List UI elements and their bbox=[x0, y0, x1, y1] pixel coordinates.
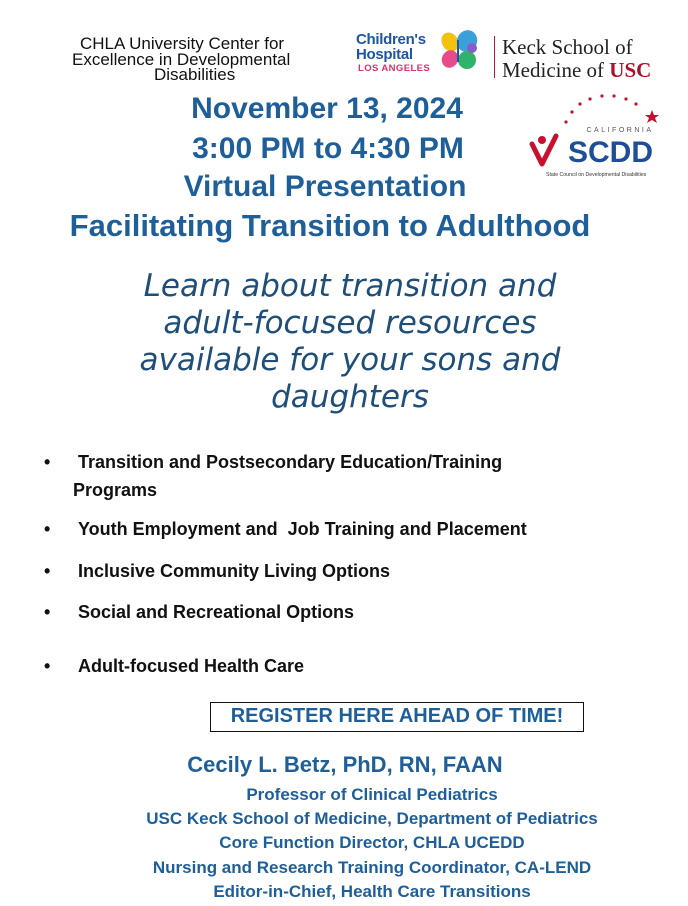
intro-text: Learn about transition and adult-focused resources available for your sons and daughters bbox=[139, 268, 561, 415]
chla-logo-text-1: Children's bbox=[356, 31, 426, 48]
usc-wordmark: USC bbox=[609, 58, 652, 82]
presenter-role: Nursing and Research Training Coordinator, CA-LEND bbox=[152, 858, 592, 877]
bullet-icon: • bbox=[44, 602, 51, 622]
presenter-role: Editor-in-Chief, Health Care Transitions bbox=[213, 882, 531, 901]
bullet-icon: • bbox=[44, 452, 51, 472]
keck-logo-prefix: Medicine of bbox=[502, 58, 610, 82]
bullet-icon: • bbox=[44, 519, 51, 539]
scdd-wordmark: SCDD bbox=[568, 136, 654, 169]
register-link[interactable]: REGISTER HERE AHEAD OF TIME! bbox=[210, 702, 584, 732]
header-divider bbox=[494, 36, 495, 78]
chla-logo-text-2: Hospital bbox=[356, 46, 413, 63]
scdd-logo bbox=[528, 92, 668, 184]
event-format: Virtual Presentation bbox=[183, 170, 467, 203]
presenter-role: Professor of Clinical Pediatrics bbox=[246, 785, 498, 804]
scdd-arc-text: CALIFORNIA bbox=[586, 127, 654, 134]
scdd-subtitle: State Council on Developmental Disabilities bbox=[546, 172, 647, 178]
list-item-text: Adult-focused Health Care bbox=[78, 656, 305, 676]
org-name-line-2: Excellence in Developmental bbox=[72, 50, 291, 69]
list-item-text: Youth Employment and Job Training and Placement bbox=[78, 519, 527, 539]
list-item-continuation: Programs bbox=[73, 480, 158, 500]
chla-logo-text-3: LOS ANGELES bbox=[358, 63, 431, 74]
scdd-logo-dots bbox=[564, 94, 659, 123]
scdd-person-icon bbox=[532, 136, 556, 164]
org-name-line-3: Disabilities bbox=[154, 65, 236, 84]
event-title: Facilitating Transition to Adulthood bbox=[69, 208, 591, 243]
list-item-text: Social and Recreational Options bbox=[78, 602, 355, 622]
keck-logo-line-1: Keck School of bbox=[502, 35, 633, 59]
list-item-text: Transition and Postsecondary Education/Training bbox=[78, 452, 503, 472]
presenter-role: USC Keck School of Medicine, Department of Pediatrics bbox=[146, 809, 598, 828]
event-time: 3:00 PM to 4:30 PM bbox=[192, 132, 464, 165]
org-name-line-1: CHLA University Center for bbox=[80, 34, 285, 53]
bullet-icon: • bbox=[44, 561, 51, 581]
event-date: November 13, 2024 bbox=[191, 92, 463, 125]
presenter-name: Cecily L. Betz, PhD, RN, FAAN bbox=[187, 752, 503, 777]
bullet-icon: • bbox=[44, 656, 51, 676]
list-item-text: Inclusive Community Living Options bbox=[78, 561, 391, 581]
keck-logo-line-2 bbox=[502, 58, 651, 83]
presenter-role: Core Function Director, CHLA UCEDD bbox=[219, 833, 525, 852]
